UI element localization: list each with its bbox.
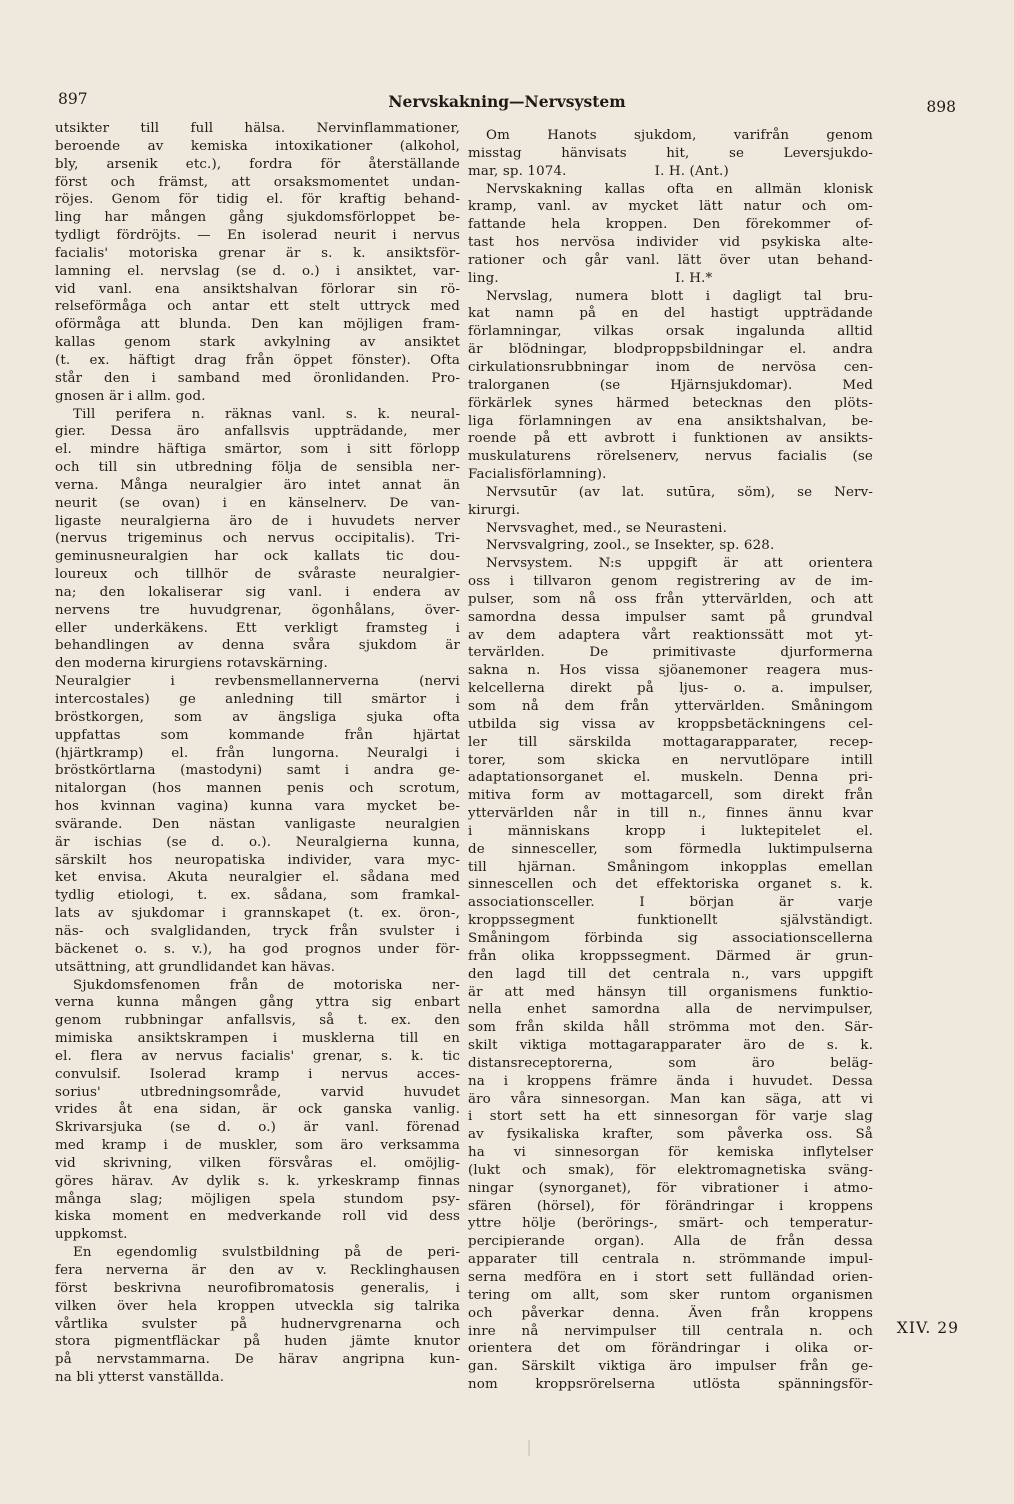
text-line: Nervsutūr (av lat. sutūra, söm), se Nerv- (486, 484, 873, 500)
text-line: beroende av kemiska intoxikationer (alkohol, (55, 138, 460, 154)
text-line: verna. Många neuralgier äro intet annat än (55, 477, 460, 493)
text-line: Nervslag, numera blott i dagligt tal bru- (486, 288, 873, 304)
text-line: convulsif. Isolerad kramp i nervus acces- (55, 1066, 460, 1082)
text-line: sorius' utbredningsområde, varvid huvudet (55, 1084, 460, 1100)
text-line: bäckenet o. s. v.), ha god prognos under för- (55, 941, 460, 957)
text-line: na; den lokaliserar sig vanl. i endera av (55, 584, 460, 600)
text-line: kiska moment en medverkande roll vid dess (55, 1209, 460, 1225)
text-line: lamning el. nervslag (se d. o.) i ansiktet, var- (55, 263, 460, 279)
text-line: hos kvinnan vagina) kunna vara mycket be- (55, 799, 460, 815)
text-line: behandlingen av denna svåra sjukdom är (55, 638, 460, 654)
text-line: Neuralgier i revbensmellannerverna (nervi (55, 674, 460, 690)
text-line: facialis' motoriska grenar är s. k. ansiktsför- (55, 245, 460, 261)
text-line: uppkomst. (55, 1227, 128, 1243)
text-line: ler till särskilda mottagarapparater, recep- (468, 734, 873, 750)
text-line: relseförmåga och antar ett stelt uttryck med (55, 299, 460, 315)
text-line: roende på ett avbrott i funktionen av ansikts- (468, 431, 873, 447)
text-line: distansreceptorerna, som äro beläg- (468, 1055, 873, 1071)
signature-mark: XIV. 29 (896, 1319, 959, 1337)
text-line: mar, sp. 1074. I. H. (Ant.) (468, 163, 729, 179)
text-line: Nervsvalgring, zool., se Insekter, sp. 628. (486, 538, 775, 554)
page-number-right: 898 (926, 98, 956, 116)
text-line: (t. ex. häftigt drag från öppet fönster). Ofta (55, 352, 460, 368)
text-line: vid vanl. ena ansiktshalvan förlorar sin rö- (55, 281, 460, 297)
text-line: stora pigmentfläckar på huden jämte knutor (55, 1334, 460, 1350)
text-line: är blödningar, blodproppsbildningar el. andra (468, 342, 873, 358)
text-line: gier. Dessa äro anfallsvis uppträdande, mer (55, 424, 460, 440)
text-line: En egendomlig svulstbildning på de peri- (73, 1245, 460, 1261)
paper-mark (528, 1440, 530, 1456)
text-line: vårtlika svulster på hudnervgrenarna och (55, 1316, 460, 1332)
text-line: är ischias (se d. o.). Neuralgierna kunna, (55, 834, 460, 850)
text-line: associationsceller. I början är varje (468, 895, 873, 911)
text-line: na i kroppens främre ända i huvudet. Dessa (468, 1073, 873, 1089)
text-line: nitalorgan (hos mannen penis och scrotum, (55, 781, 460, 797)
text-line: nom kroppsrörelserna utlösta spänningsför- (468, 1377, 873, 1393)
text-line: utsättning, att grundlidandet kan hävas. (55, 959, 336, 975)
text-line: yttre hölje (berörings-, smärt- och temperatur- (468, 1216, 873, 1232)
text-line: i stort sett ha ett sinnesorgan för varje slag (468, 1109, 873, 1125)
text-line: Facialisförlamning). (468, 467, 607, 483)
text-line: Sjukdomsfenomen från de motoriska ner- (73, 977, 460, 993)
text-line: tervärlden. De primitivaste djurformerna (468, 645, 873, 661)
text-line: kirurgi. (468, 502, 521, 518)
text-line: ningar (synorganet), för vibrationer i atmo- (468, 1180, 873, 1196)
page-header (58, 86, 956, 116)
text-line: oförmåga att blunda. Den kan möjligen fram- (55, 317, 460, 333)
text-line: ling. I. H.* (468, 270, 713, 286)
text-line: verna kunna mången gång yttra sig enbart (55, 995, 460, 1011)
text-line: från olika kroppssegment. Därmed är grun- (468, 948, 873, 964)
text-line: el. mindre häftiga smärtor, som i sitt förlopp (55, 442, 460, 458)
text-line: göres härav. Av dylik s. k. yrkeskramp finnas (55, 1173, 460, 1189)
text-line: svärande. Den nästan vanligaste neuralgien (55, 816, 460, 832)
text-line: ling har mången gång sjukdomsförloppet be- (55, 210, 460, 226)
text-line: tralorganen (se Hjärnsjukdomar). Med (468, 377, 873, 393)
text-line: samordna dessa impulser samt på grundval (468, 609, 873, 625)
text-line: och till sin utbredning följa de sensibla ner- (55, 460, 460, 476)
text-line: står den i samband med öronlidanden. Pro- (55, 370, 460, 386)
text-line: Skrivarsjuka (se d. o.) är vanl. förenad (55, 1120, 460, 1136)
text-line: (nervus trigeminus och nervus occipitalis). Tri- (55, 531, 460, 547)
text-line: kat namn på en del hastigt uppträdande (468, 306, 873, 322)
text-line: som nå dem från yttervärlden. Småningom (468, 699, 873, 714)
text-line: vilken över hela kroppen utveckla sig talrika (55, 1298, 460, 1314)
text-line: förlamningar, vilkas orsak ingalunda alltid (468, 324, 873, 340)
text-line: av fysikaliska krafter, som påverka oss. Så (468, 1127, 873, 1143)
text-line: den moderna kirurgiens rotavskärning. (55, 656, 328, 672)
text-line: nervens tre huvudgrenar, ögonhålans, över- (55, 602, 460, 618)
text-line: fera nerverna är den av v. Recklinghausen (55, 1263, 460, 1278)
text-line: till hjärnan. Småningom inkopplas emellan (468, 859, 873, 875)
text-line: Nervskakning kallas ofta en allmän klonisk (486, 181, 873, 197)
text-line: bröstkörtlarna (mastodyni) samt i andra ge- (55, 763, 460, 779)
text-line: gan. Särskilt viktiga äro impulser från ge- (468, 1359, 873, 1375)
text-line: tering om allt, som sker runtom organismen (468, 1287, 873, 1303)
text-line: nella enhet samordna alla de nervimpulser, (468, 1002, 873, 1018)
text-line: den lagd till det centrala n., vars uppgift (468, 966, 873, 982)
right-column (468, 127, 873, 1394)
text-line: mimiska ansiktskrampen i musklerna till en (55, 1031, 460, 1047)
text-line: loureux och tillhör de svåraste neuralgier- (55, 567, 460, 583)
text-line: yttervärlden når in till n., finnes ännu kvar (468, 806, 873, 822)
text-line: utbilda sig vissa av kroppsbetäckningens cel- (468, 716, 873, 732)
text-line: Nervsvaghet, med., se Neurasteni. (486, 520, 727, 536)
page-number-left: 897 (58, 90, 88, 108)
text-line: särskilt hos neuropatiska individer, vara myc- (55, 852, 460, 868)
text-line: utsikter till full hälsa. Nervinflammationer, (55, 121, 460, 136)
text-line: kroppssegment funktionellt självständigt. (468, 913, 873, 929)
text-line: kramp, vanl. av mycket lätt natur och om- (468, 199, 873, 215)
text-line: uppfattas som kommande från hjärtat (55, 727, 460, 743)
text-line: tydligt fördröjts. — En isolerad neurit i nervus (55, 228, 460, 244)
text-line: som från skilda håll strömma mot den. Sär- (468, 1020, 873, 1036)
text-line: tydlig etiologi, t. ex. sådana, som framkal- (55, 888, 460, 904)
text-line: Om Hanots sjukdom, varifrån genom (486, 128, 873, 143)
text-line: serna medföra en i stort sett fulländad orien- (468, 1270, 873, 1285)
text-line: Till perifera n. räknas vanl. s. k. neural- (73, 406, 460, 422)
text-line: med kramp i de muskler, som äro verksamma (55, 1138, 460, 1154)
text-line: ligaste neuralgierna äro de i huvudets nerver (55, 513, 460, 529)
text-line: Småningom förbinda sig associationscellerna (468, 930, 873, 946)
text-line: ha vi sinnesorgan för kemiska inflytelser (468, 1145, 873, 1161)
text-line: geminusneuralgien har ock kallats tic dou- (55, 549, 460, 565)
text-line: vid skrivning, vilken försvåras el. omöjlig- (55, 1155, 460, 1171)
text-line: på nervstammarna. De härav angripna kun- (55, 1352, 460, 1368)
text-line: mitiva form av mottagarcell, som direkt från (468, 788, 873, 804)
text-line: apparater till centrala n. strömmande impul- (468, 1252, 873, 1268)
text-line: adaptationsorganet el. muskeln. Denna pri- (468, 770, 873, 786)
text-line: kelcellerna direkt på ljus- o. a. impulser, (468, 681, 873, 697)
text-line: oss i tillvaron genom registrering av de im- (468, 574, 873, 590)
text-line: vrides åt ena sidan, är ock ganska vanlig. (55, 1102, 460, 1118)
text-line: liga förlamningen av ena ansiktshalvan, be- (468, 413, 873, 429)
text-line: torer, som skicka en nervutlöpare intill (468, 752, 873, 768)
text-line: tast hos nervösa individer vid psykiska alte- (468, 235, 873, 251)
text-line: genom rubbningar anfallsvis, så t. ex. den (55, 1013, 460, 1029)
text-line: äro våra sinnesorgan. Man kan säga, att vi (468, 1091, 873, 1107)
text-line: na bli ytterst vanställda. (55, 1370, 225, 1386)
text-line: gnosen är i allm. god. (55, 388, 206, 404)
text-line: eller underkäkens. Ett verkligt framsteg i (55, 620, 460, 636)
text-line: Nervsystem. N:s uppgift är att orientera (486, 556, 873, 572)
text-line: av dem adaptera vårt reaktionssätt mot yt- (468, 627, 873, 643)
text-line: muskulaturens rörelsenerv, nervus facialis (se (468, 449, 873, 465)
text-line: förkärlek synes härmed betecknas den plöts- (468, 395, 873, 411)
left-column (55, 120, 460, 1387)
text-line: neurit (se ovan) i en känselnerv. De van- (55, 495, 460, 511)
text-line: percipierande organ). Alla de från dessa (468, 1234, 873, 1250)
text-line: pulser, som nå oss från yttervärlden, och att (468, 591, 873, 607)
running-title: Nervskakning—Nervsystem (388, 92, 626, 111)
text-line: (lukt och smak), för elektromagnetiska sväng- (468, 1162, 873, 1178)
text-line: sinnescellen och det effektoriska organet s. k. (468, 877, 873, 893)
text-line: sakna n. Hos vissa sjöanemoner reagera mus- (468, 663, 873, 679)
text-line: ket envisa. Akuta neuralgier el. sådana med (55, 870, 460, 886)
text-line: misstag hänvisats hit, se Leversjukdo- (468, 145, 873, 161)
text-line: (hjärtkramp) el. från lungorna. Neuralgi i (55, 745, 460, 761)
text-line: fattande hela kroppen. Den förekommer of- (468, 217, 873, 233)
text-line: först beskrivna neurofibromatosis generalis, i (55, 1280, 460, 1296)
text-line: bröstkorgen, som av ängsliga sjuka ofta (55, 709, 460, 725)
text-line: röjes. Genom för tidig el. för kraftig behand- (55, 192, 460, 208)
text-line: de sinnesceller, som förmedla luktimpulserna (468, 841, 873, 857)
text-line: lats av sjukdomar i grannskapet (t. ex. öron-, (55, 906, 460, 922)
text-line: rationer och går vanl. lätt över utan behand- (468, 252, 873, 268)
text-line: näs- och svalglidanden, tryck från svulster i (55, 923, 460, 939)
text-line: cirkulationsrubbningar inom de nervösa cen- (468, 359, 873, 375)
text-line: skilt viktiga mottagarapparater äro de s. k. (468, 1038, 873, 1054)
text-line: många slag; möjligen spela stundom psy- (55, 1191, 460, 1207)
text-line: orientera det om förändringar i olika or- (468, 1341, 873, 1357)
text-line: bly, arsenik etc.), fordra för återställande (55, 156, 460, 172)
text-line: och påverkar denna. Även från kroppens (468, 1305, 873, 1321)
text-line: först och främst, att orsaksmomentet undan- (55, 174, 460, 190)
text-line: kallas genom stark avkylning av ansiktet (55, 335, 460, 351)
text-line: el. flera av nervus facialis' grenar, s. k. tic (55, 1048, 460, 1064)
text-line: inre nå nervimpulser till centrala n. och (468, 1323, 873, 1339)
text-line: intercostales) ge anledning till smärtor i (55, 692, 460, 707)
text-line: i människans kropp i luktepitelet el. (468, 823, 873, 839)
text-line: är att med hänsyn till organismens funktio- (468, 984, 873, 1000)
text-line: sfären (hörsel), för förändringar i kroppens (468, 1198, 873, 1214)
